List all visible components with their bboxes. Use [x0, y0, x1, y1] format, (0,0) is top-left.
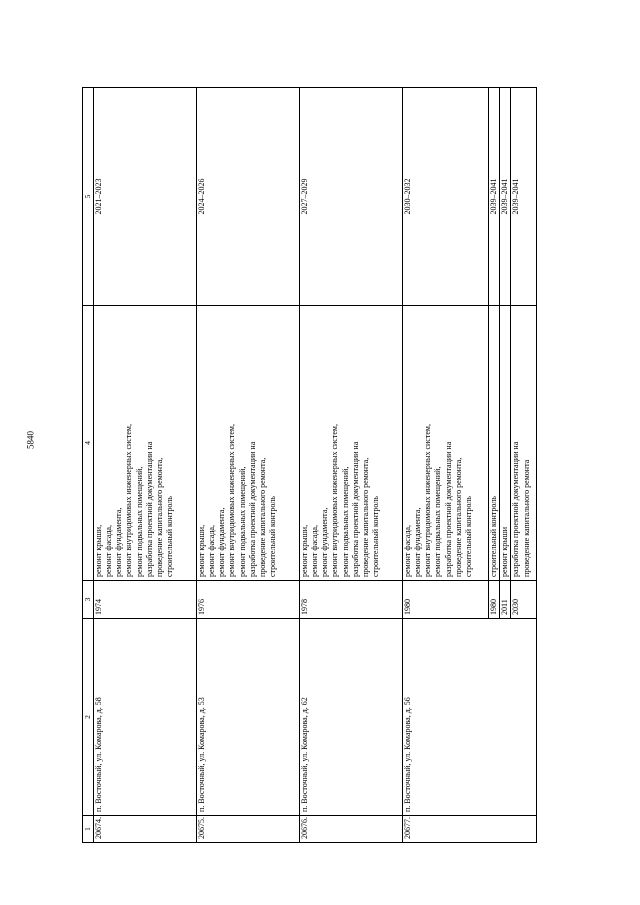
period-cell: 2030–2032: [402, 88, 488, 306]
period-cell: 2024–2026: [196, 88, 299, 306]
row-number: 20675.: [196, 816, 299, 843]
works-cell: [511, 306, 537, 581]
work-item: разработка проектной документации на: [247, 441, 257, 577]
works-cell: [500, 306, 511, 581]
work-item: ремонт подвальных помещений,: [237, 466, 247, 577]
work-item: проведение капитального ремонта,: [258, 457, 267, 577]
year-cell: 1976: [196, 581, 299, 619]
work-item: строительный контроль: [371, 496, 381, 577]
period-cell: 2027–2029: [299, 88, 402, 306]
work-item: ремонт внутридомовых инженерных систем,: [423, 424, 433, 577]
period-cell: 2039–2041: [511, 88, 537, 306]
column-header: 1: [83, 816, 94, 843]
table-row: [402, 88, 488, 843]
year-cell: 2030: [511, 581, 537, 619]
work-item: ремонт фасада,: [309, 525, 319, 577]
work-item: ремонт подвальных помещений,: [340, 466, 350, 577]
year-cell: 1980: [488, 581, 499, 619]
work-item: разработка проектной документации на: [511, 441, 521, 577]
work-item: строительный контроль: [165, 496, 175, 577]
rotated-table-wrapper: [82, 88, 537, 843]
year-cell: 1974: [93, 581, 196, 619]
address-cell: п. Восточный, ул. Комарова, д. 58: [93, 619, 196, 816]
year-cell: 2011: [500, 581, 511, 619]
work-item: проведение капитального ремонта,: [155, 457, 164, 577]
row-number: 20677.: [402, 816, 536, 843]
works-cell: [196, 306, 299, 581]
address-cell: п. Восточный, ул. Комарова, д. 62: [299, 619, 402, 816]
work-item: проведение капитального ремонта: [521, 459, 531, 577]
column-header: 3: [83, 581, 94, 619]
work-item: ремонт крыши,: [196, 524, 206, 577]
row-number: 20676.: [299, 816, 402, 843]
work-item: ремонт внутридомовых инженерных систем,: [124, 424, 134, 577]
work-item: ремонт подвальных помещений,: [433, 466, 443, 577]
column-header: 4: [83, 306, 94, 581]
works-cell: [299, 306, 402, 581]
work-item: строительный контроль: [268, 496, 278, 577]
period-cell: 2021–2023: [93, 88, 196, 306]
table-row: [196, 88, 299, 843]
work-item: проведение капитального ремонта,: [361, 457, 370, 577]
address-cell: п. Восточный, ул. Комарова, д. 56: [402, 619, 536, 816]
address-cell: п. Восточный, ул. Комарова, д. 53: [196, 619, 299, 816]
work-item: ремонт крыши: [500, 526, 510, 577]
work-item: ремонт крыши,: [299, 524, 309, 577]
work-item: ремонт внутридомовых инженерных систем,: [227, 424, 237, 577]
table-row: [299, 88, 402, 843]
work-item: ремонт фундамента,: [114, 507, 124, 577]
work-item: ремонт внутридомовых инженерных систем,: [330, 424, 340, 577]
work-item: разработка проектной документации на: [350, 441, 360, 577]
work-item: ремонт фасада,: [402, 525, 412, 577]
work-item: ремонт фундамента,: [217, 507, 227, 577]
work-item: строительный контроль: [464, 496, 473, 577]
year-cell: 1980: [402, 581, 488, 619]
works-cell: [488, 306, 499, 581]
period-cell: 2039–2041: [500, 88, 511, 306]
work-item: ремонт фундамента,: [320, 507, 330, 577]
row-number: 20674.: [93, 816, 196, 843]
header-row: [83, 88, 94, 843]
year-cell: 1978: [299, 581, 402, 619]
work-item: ремонт фундамента,: [412, 507, 422, 577]
work-item: ремонт фасада,: [103, 525, 113, 577]
page-number: 5840: [25, 431, 36, 449]
column-header: 2: [83, 619, 94, 816]
works-cell: [93, 306, 196, 581]
work-item: ремонт фасада,: [206, 525, 216, 577]
work-item: строительный контроль: [488, 496, 498, 577]
work-item: ремонт подвальных помещений,: [134, 466, 144, 577]
table-row: [93, 88, 196, 843]
work-item: разработка проектной документации на: [443, 441, 453, 577]
work-item: ремонт крыши,: [93, 524, 103, 577]
capital-repair-table: [82, 87, 537, 843]
column-header: 5: [83, 88, 94, 306]
work-item: разработка проектной документации на: [144, 441, 154, 577]
period-cell: 2039–2041: [488, 88, 499, 306]
work-item: проведение капитального ремонта,: [453, 457, 463, 577]
works-cell: [402, 306, 488, 581]
